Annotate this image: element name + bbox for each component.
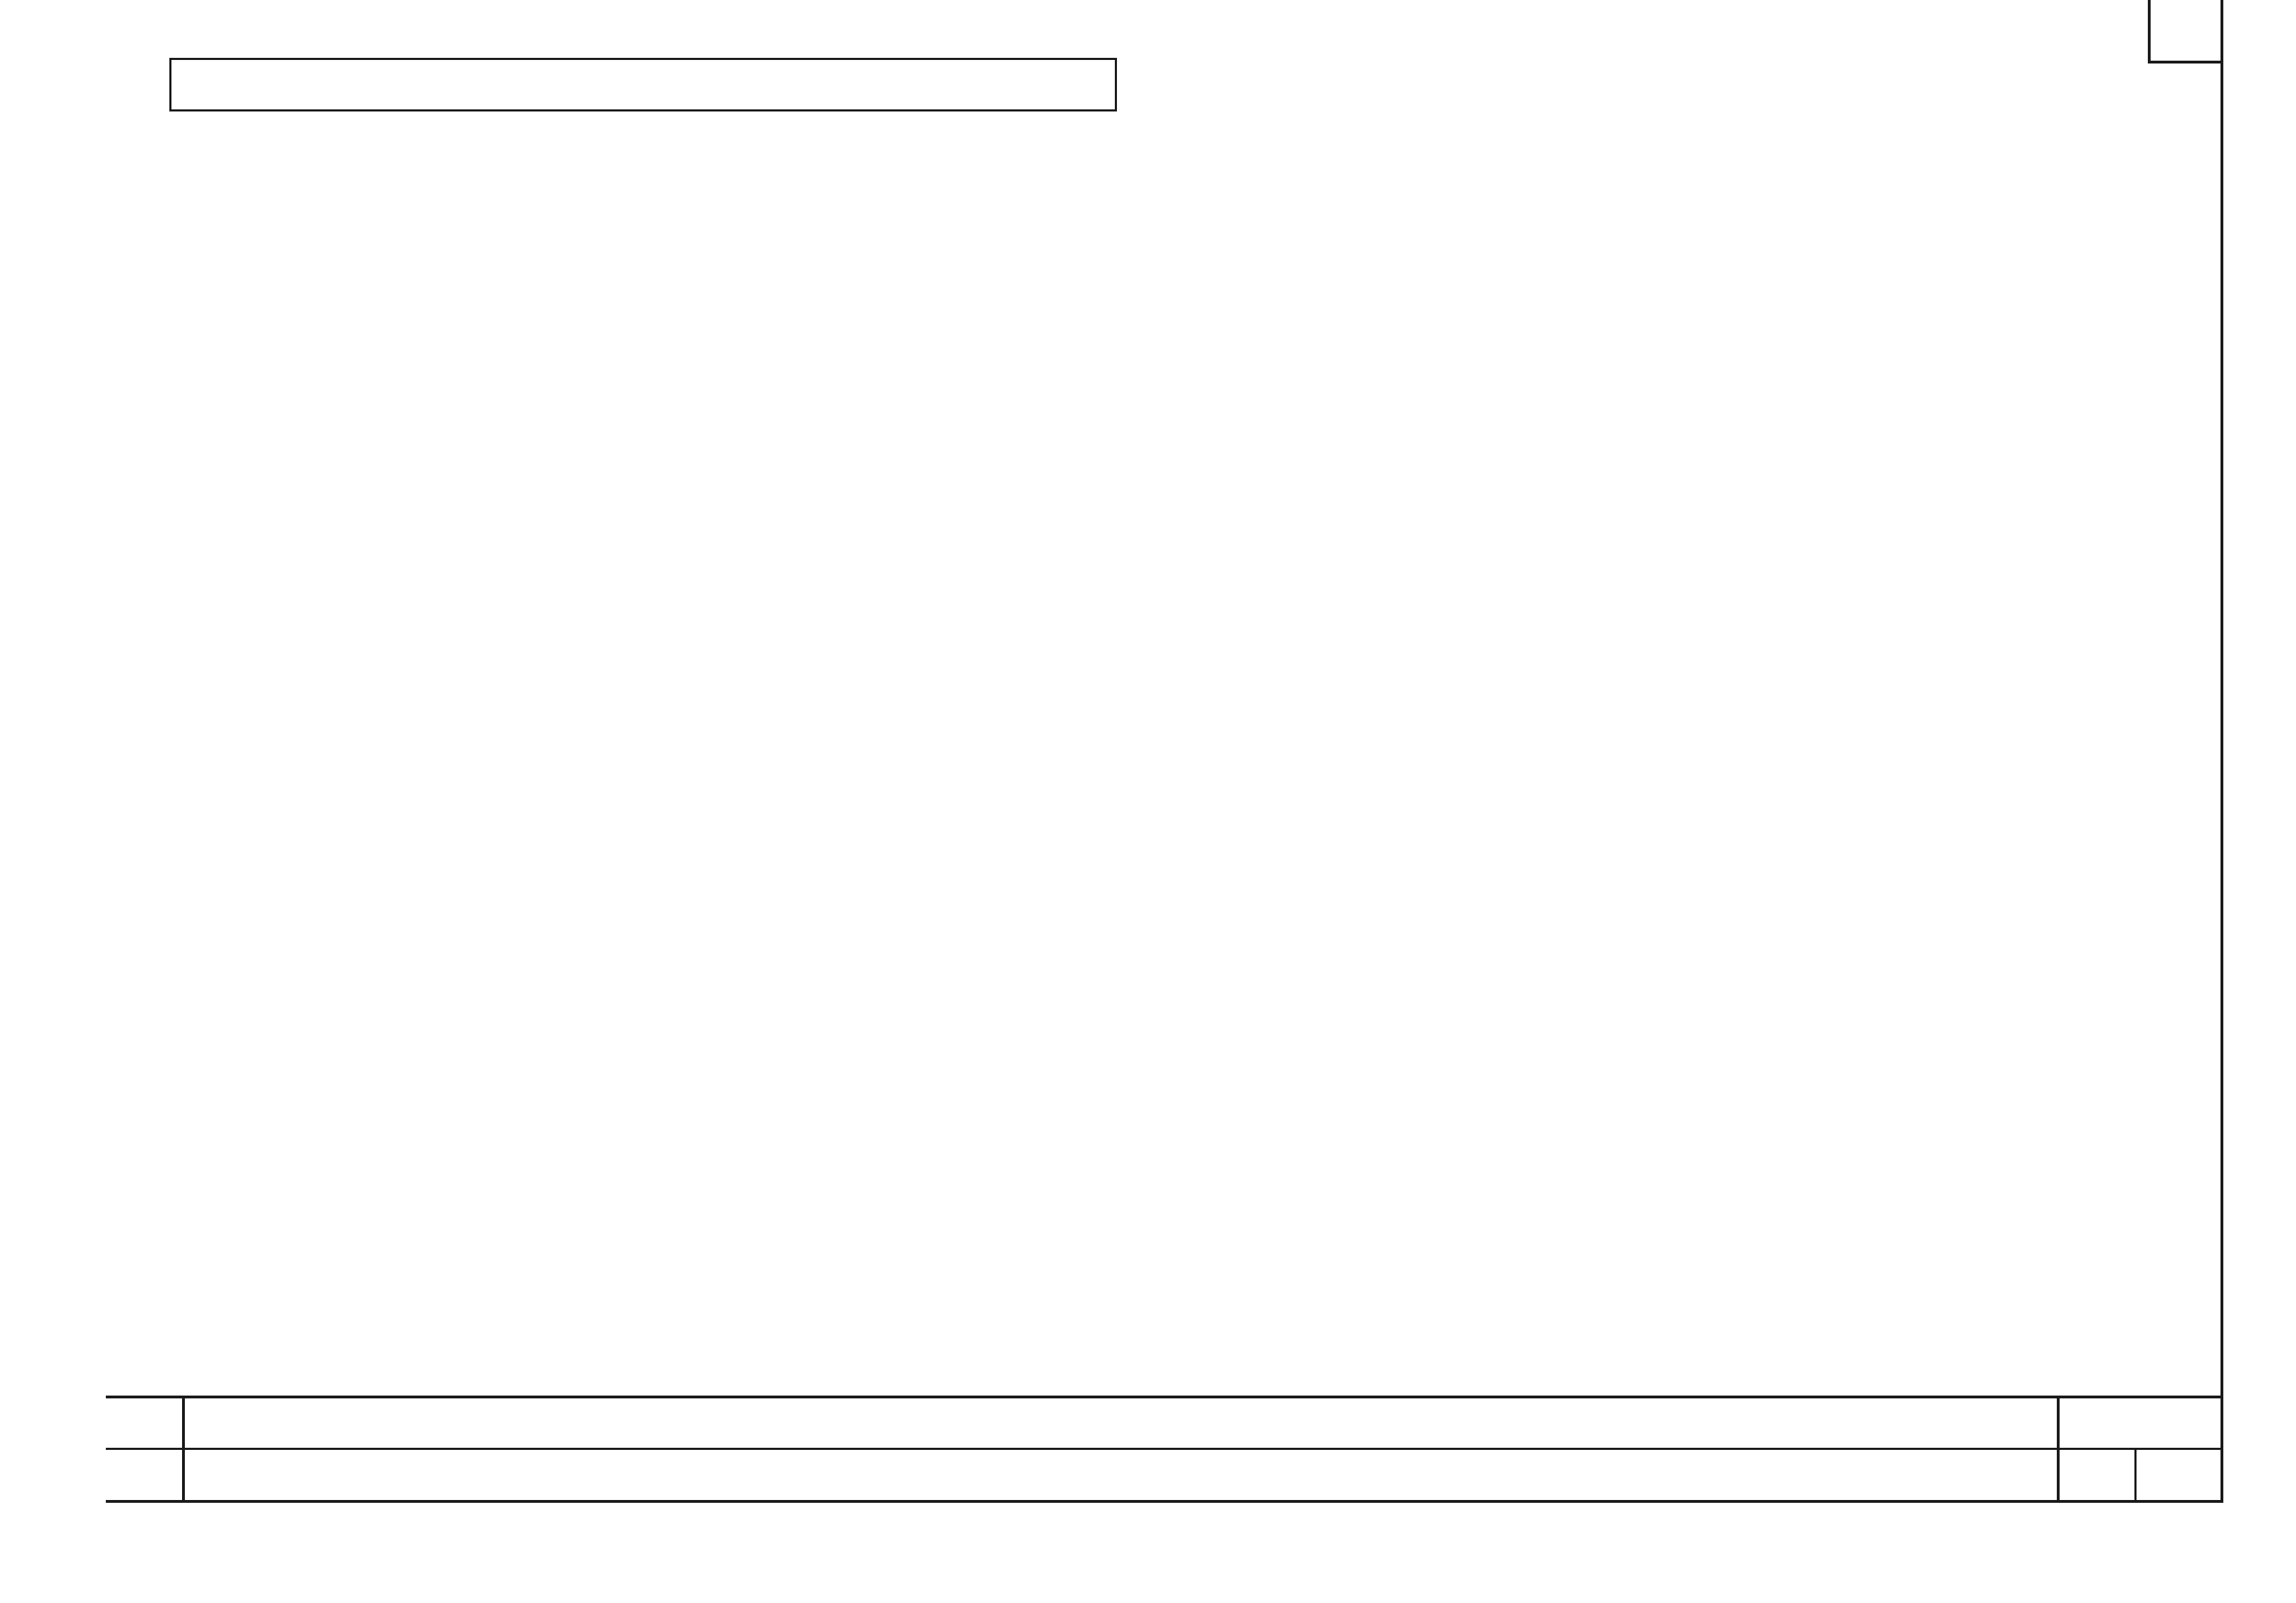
stamp-album-divider: [2134, 1448, 2137, 1501]
stamp-bottom-line: [106, 1500, 2223, 1503]
left-spec-table: [169, 58, 1117, 111]
frame-right-edge: [2221, 0, 2223, 1503]
stamp-top-line: [106, 1396, 2223, 1398]
stamp-right-divider: [2057, 1396, 2060, 1501]
stamp-mid-line: [106, 1448, 2223, 1450]
frame-num-bottom: [2148, 61, 2222, 63]
frame-top-right: [2148, 0, 2151, 62]
table-title-row: [171, 59, 1116, 111]
stamp-left-divider: [182, 1396, 185, 1501]
table-title: [171, 59, 1116, 111]
